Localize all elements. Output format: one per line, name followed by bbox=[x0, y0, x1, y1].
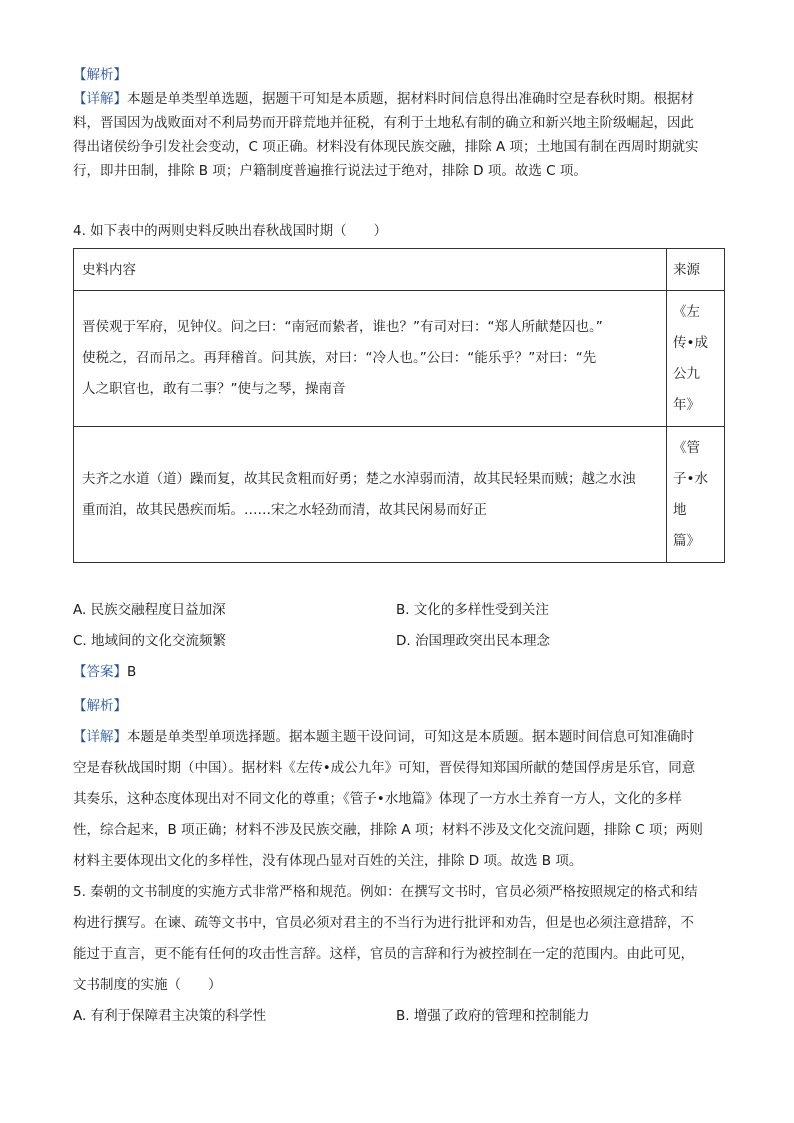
detail-line: 空是春秋战国时期（中国）。据材料《左传•成公九年》可知，晋侯得知郑国所献的楚国俘虏是乐官，同意 bbox=[73, 760, 696, 776]
question-text: 文书制度的实施（ ） bbox=[73, 977, 222, 993]
question-text: 能过于直言，更不能有任何的攻击性言辞。这样，官员的言辞和行为被控制在一定的范围内。由此可见， bbox=[73, 946, 694, 962]
detail-text: 本题是单类型单选题，据题干可知是本质题，据材料时间信息得出准确时空是春秋时期。根据材 bbox=[127, 91, 694, 107]
table-header-content: 史料内容 bbox=[74, 249, 667, 291]
detail-line: 其奏乐，这种态度体现出对不同文化的尊重；《管子•水地篇》体现了一方水土养育一方人，文化的多样 bbox=[73, 791, 682, 807]
answer-label: 【答案】 bbox=[73, 664, 127, 680]
table-row bbox=[74, 427, 725, 563]
question-5-stem bbox=[73, 877, 723, 1001]
detail-line: 材料主要体现出文化的多样性，没有体现凸显对百姓的关注，排除 D 项。故选 B 项。 bbox=[73, 853, 583, 869]
analysis-block-q4 bbox=[73, 691, 723, 877]
question-text: 5. 秦朝的文书制度的实施方式非常严格和规范。例如：在撰写文书时，官员必须严格按照规定的格式和结 bbox=[73, 884, 698, 900]
answer-value: B bbox=[127, 664, 137, 680]
table-cell-source: 《左 传•成 公九 年》 bbox=[667, 291, 725, 427]
detail-line bbox=[73, 87, 723, 111]
table-header-source: 来源 bbox=[667, 249, 725, 291]
table-cell-content: 晋侯观于军府，见钟仪。问之曰：“南冠而絷者，谁也？”有司对曰：“郑人所献楚囚也。” 使税之，召而吊之。再拜稽首。问其族，对曰：“冷人也。”公曰：“能乐乎？”对曰：“先 人之职官也，敢有二事？”使与之琴，操南音 bbox=[74, 291, 667, 427]
detail-label: 【详解】 bbox=[73, 729, 127, 745]
analysis-heading: 【解析】 bbox=[73, 67, 127, 83]
option-d: D. 治国理政突出民本理念 bbox=[396, 633, 550, 649]
question-text: 构进行撰写。在谏、疏等文书中，官员必须对君主的不当行为进行批评和劝告，但是也必须注意措辞，不 bbox=[73, 915, 694, 931]
source-table bbox=[73, 248, 725, 563]
detail-label: 【详解】 bbox=[73, 91, 127, 107]
table-cell-source: 《管 子•水 地 篇》 bbox=[667, 427, 725, 563]
detail-line: 得出诸侯纷争引发社会变动，C 项正确。材料没有体现民族交融，排除 A 项；土地国有制在西周时期就实 bbox=[73, 139, 699, 155]
option-c: C. 地域间的文化交流频繁 bbox=[73, 633, 227, 649]
analysis-heading: 【解析】 bbox=[73, 698, 127, 714]
table-cell-content: 夫齐之水道（道）躁而复，故其民贪粗而好勇；楚之水淖弱而清，故其民轻果而贼；越之水浊 重而洎，故其民愚疾而垢。……宋之水轻劲而清，故其民闲易而好正 bbox=[74, 427, 667, 563]
detail-line: 行，即井田制，排除 B 项；户籍制度普遍推行说法过于绝对，排除 D 项。故选 C 项。 bbox=[73, 163, 587, 179]
analysis-block-q3 bbox=[73, 63, 723, 183]
option-a: A. 民族交融程度日益加深 bbox=[73, 602, 226, 618]
detail-text: 本题是单类型单项选择题。据本题主题干设问词，可知这是本质题。据本题时间信息可知准确时 bbox=[127, 729, 694, 745]
answer-block-q4 bbox=[73, 660, 723, 684]
question-4-stem bbox=[73, 219, 723, 243]
option-b: B. 文化的多样性受到关注 bbox=[396, 602, 549, 618]
table-row bbox=[74, 291, 725, 427]
option-a: A. 有利于保障君主决策的科学性 bbox=[73, 1008, 267, 1024]
option-b: B. 增强了政府的管理和控制能力 bbox=[396, 1008, 590, 1024]
detail-line: 性，综合起来，B 项正确；材料不涉及民族交融，排除 A 项；材料不涉及文化交流问题，排除 C 项；两则 bbox=[73, 822, 703, 838]
detail-line: 料，晋国因为战败面对不利局势而开辟荒地并征税，有利于土地私有制的确立和新兴地主阶级崛起，因此 bbox=[73, 115, 694, 131]
detail-line bbox=[73, 722, 723, 753]
answer-line bbox=[73, 660, 723, 684]
table-header-row bbox=[74, 249, 725, 291]
question-text: 4. 如下表中的两则史料反映出春秋战国时期（ ） bbox=[73, 223, 388, 239]
